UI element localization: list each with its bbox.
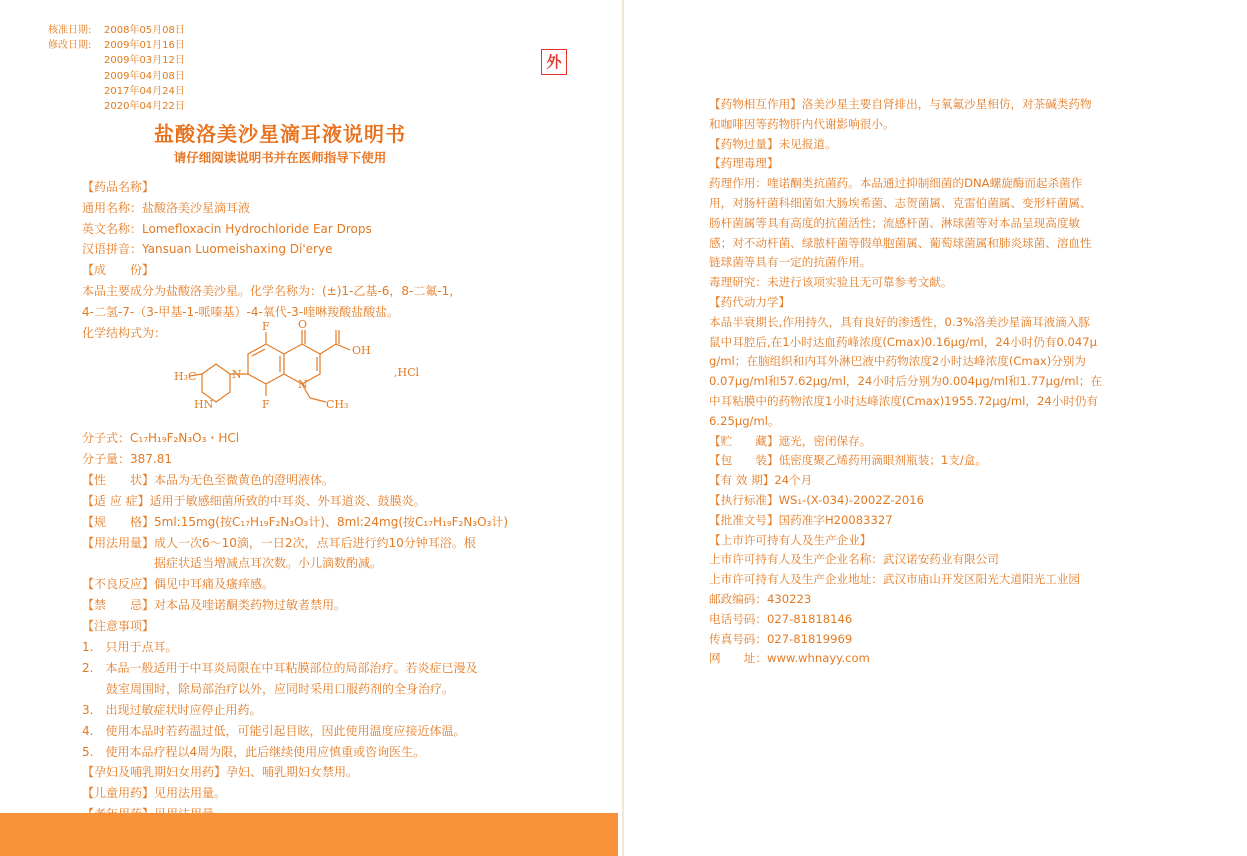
text-line: 【上市许可持有人及生产企业】 (709, 532, 872, 547)
oxygen-label: O (298, 318, 308, 331)
approved-date-label: 核准日期: (48, 25, 92, 36)
text-line: 鼠中耳腔后,在1小时达血药峰浓度(Cmax)0.16μg/ml，24小时仍有0.047μ (709, 334, 1098, 349)
document-title: 盐酸洛美沙星滴耳液说明书 (154, 122, 406, 146)
approved-date: 2008年05月08日 (104, 25, 185, 36)
text-line: 通用名称：盐酸洛美沙星滴耳液 (82, 200, 251, 215)
left-page (0, 0, 623, 856)
text-line: 鼓室周围时，除局部治疗以外，应同时采用口服药剂的全身治疗。 (82, 681, 455, 696)
text-line: 药理作用：喹诺酮类抗菌药。本品通过抑制细菌的DNA螺旋酶而起杀菌作 (709, 176, 1083, 191)
text-line: 汉语拼音：Yansuan Luomeishaxing Di'erye (82, 242, 333, 257)
text-line: 6.25μg/ml。 (709, 413, 780, 428)
text-line: 传真号码：027-81819969 (709, 631, 853, 646)
text-line: 【不良反应】偶见中耳痛及瘙痒感。 (82, 577, 275, 592)
text-line: 上市许可持有人及生产企业地址：武汉市庙山开发区阳光大道阳光工业园 (709, 572, 1081, 587)
text-line: 上市许可持有人及生产企业名称：武汉诺安药业有限公司 (709, 552, 999, 567)
text-line: 【规 格】5ml:15mg(按C₁₇H₁₉F₂N₃O₃计)、8ml:24mg(按C₁₇H₁₉F₂N₃O₃计) (82, 514, 509, 529)
hydroxyl-label: OH (352, 344, 371, 357)
text-line: 分子量：387.81 (82, 451, 172, 466)
text-line: 邮政编码：430223 (709, 592, 812, 606)
fluorine-top-label: F (262, 320, 270, 333)
text-line: 毒理研究：未进行该项实验且无可靠参考文献。 (709, 275, 953, 290)
text-line: 【成 份】 (82, 263, 155, 278)
hcl-label: ,HCl (394, 366, 420, 379)
bottom-color-band (0, 813, 618, 856)
text-line: 2. 本品一般适用于中耳炎局限在中耳粘膜部位的局部治疗。若炎症已漫及 (82, 660, 478, 675)
text-line: 感；对不动杆菌、绿脓杆菌等假单胞菌属、葡萄球菌属和肺炎球菌、溶血性 (709, 235, 1092, 250)
revised-date: 2009年01月16日 (104, 40, 185, 52)
text-line: 【贮 藏】遮光，密闭保存。 (709, 433, 872, 448)
text-line: 【药物相互作用】洛美沙星主要自肾排出，与氧氟沙星相仿，对茶碱类药物 (709, 97, 1092, 111)
text-line: 【药代动力学】 (709, 295, 791, 309)
text-line: 网 址：www.whnayy.com (709, 651, 870, 666)
text-line: 【性 状】本品为无色至微黄色的澄明液体。 (82, 472, 335, 487)
chemical-structure (150, 310, 450, 420)
nh-label: HN (194, 398, 214, 411)
piperazine-n-label: N (232, 368, 242, 381)
text-line: 【适 应 症】适用于敏感细菌所致的中耳炎、外耳道炎、鼓膜炎。 (82, 493, 426, 508)
right-page (624, 0, 1247, 856)
text-line: 肠杆菌属等具有高度的抗菌活性；流感杆菌、淋球菌等对本品呈现高度敏 (709, 215, 1081, 230)
ethyl-label: CH₃ (326, 398, 349, 411)
external-use-stamp: 外 (541, 49, 567, 75)
text-line: 据症状适当增减点耳次数。小儿滴数酌减。 (82, 556, 383, 571)
text-line: 中耳粘膜中的药物浓度1小时达峰浓度(Cmax)1955.72μg/ml，24小时仍有 (709, 394, 1099, 408)
text-line: 0.07μg/ml和57.62μg/ml，24小时后分别为0.004μg/ml和1.77μg/ml；在 (709, 374, 1102, 389)
fluorine-bottom-label: F (262, 398, 270, 411)
text-line: 1. 只用于点耳。 (82, 640, 178, 654)
text-line: 4. 使用本品时若药温过低，可能引起目眩，因此使用温度应接近体温。 (82, 723, 466, 738)
text-line: 和咖啡因等药物肝内代谢影响很小。 (709, 116, 895, 131)
text-line: 【有 效 期】24个月 (709, 473, 813, 488)
text-line: 【孕妇及哺乳期妇女用药】孕妇、哺乳期妇女禁用。 (82, 765, 359, 780)
text-line: 分子式：C₁₇H₁₉F₂N₃O₃・HCl (82, 431, 240, 445)
revised-date: 2009年04月08日 (104, 70, 185, 82)
text-line: 【用法用量】成人一次6～10滴，一日2次，点耳后进行约10分钟耳浴。根 (82, 535, 476, 550)
text-line: 英文名称：Lomefloxacin Hydrochloride Ear Drops (82, 221, 372, 236)
text-line: 链球菌等具有一定的抗菌作用。 (709, 255, 872, 270)
text-line: 【药理毒理】 (709, 156, 779, 171)
text-line: 【药品名称】 (82, 180, 155, 194)
ring-n-label: N (298, 378, 308, 391)
text-line: 用，对肠杆菌科细菌如大肠埃希菌、志贺菌属、克雷伯菌属、变形杆菌属、 (709, 196, 1092, 210)
text-line: 【批准文号】国药准字H20083327 (709, 512, 893, 527)
text-line: 【儿童用药】见用法用量。 (82, 786, 227, 801)
text-line: 4-二氢-7-（3-甲基-1-哌嗪基）-4-氧代-3-喹啉羧酸盐酸盐。 (82, 304, 400, 319)
text-line: 【药物过量】未见报道。 (709, 136, 837, 151)
text-line: 本品主要成分为盐酸洛美沙星。化学名称为：(±)1-乙基-6，8-二氟-1， (82, 284, 462, 298)
revised-date: 2017年04月24日 (104, 85, 185, 97)
text-line: 【禁 忌】对本品及喹诺酮类药物过敏者禁用。 (82, 598, 347, 613)
text-line: 5. 使用本品疗程以4周为限，此后继续使用应慎重或咨询医生。 (82, 744, 426, 759)
text-line: 本品半衰期长,作用持久，具有良好的渗透性，0.3%洛美沙星滴耳液滴入豚 (709, 314, 1090, 329)
text-line: 【执行标准】WS₁-(X-034)-2002Z-2016 (709, 493, 925, 507)
revision-dates (48, 23, 185, 114)
text-line: 电话号码：027-81818146 (709, 611, 853, 626)
text-line: 化学结构式为： (82, 325, 167, 340)
text-line: 【注意事项】 (82, 619, 155, 634)
document-subtitle: 请仔细阅读说明书并在医师指导下使用 (173, 150, 387, 165)
text-line: g/ml；在脑组织和内耳外淋巴液中药物浓度2小时达峰浓度(Cmax)分别为 (709, 354, 1086, 369)
methyl-label: H₃C (174, 370, 197, 383)
revised-date-label: 修改日期: (48, 40, 92, 52)
text-line: 【包 装】低密度聚乙烯药用滴眼剂瓶装；1支/盒。 (709, 453, 987, 468)
revised-date: 2009年03月12日 (104, 55, 185, 67)
text-line: 3. 出现过敏症状时应停止用药。 (82, 702, 262, 717)
revised-date: 2020年04月22日 (104, 101, 185, 113)
